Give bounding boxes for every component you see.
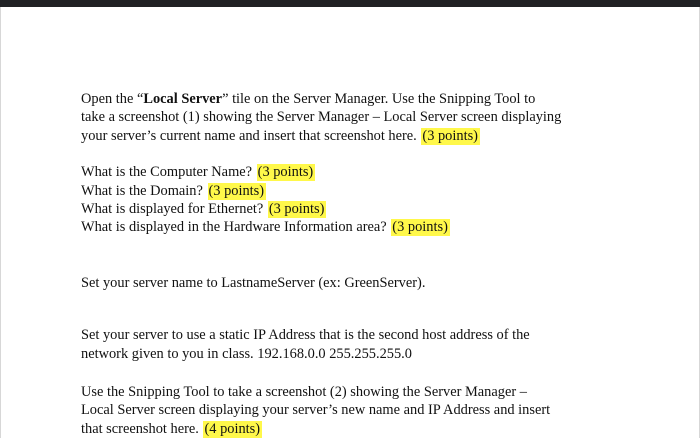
static-ip-line-2: network given to you in class. 192.168.0.0 255.255.255.0 bbox=[81, 345, 412, 362]
local-server-tile-name: Local Server bbox=[143, 91, 223, 107]
question-points-highlight: (3 points) bbox=[208, 182, 265, 199]
static-ip-line-1: Set your server to use a static IP Address that is the second host address of the bbox=[81, 327, 530, 344]
intro-line-3 bbox=[81, 127, 641, 145]
question-domain bbox=[81, 182, 641, 200]
screenshot-2-line-1: Use the Snipping Tool to take a screenshot (2) showing the Server Manager – bbox=[81, 384, 527, 401]
question-hardware-information bbox=[81, 218, 641, 236]
question-text: What is displayed in the Hardware Information area? bbox=[81, 219, 387, 236]
screenshot-2-line-2: Local Server screen displaying your server’s new name and IP Address and insert bbox=[81, 402, 551, 419]
question-points-highlight: (3 points) bbox=[257, 164, 314, 181]
intro-line-1-end: ” tile on the Server Manager. Use the Snipping Tool to bbox=[222, 91, 536, 107]
intro-line-2: take a screenshot (1) showing the Server Manager – Local Server screen displaying bbox=[81, 109, 562, 126]
question-text: What is the Domain? bbox=[81, 182, 203, 199]
intro-points-highlight: (3 points) bbox=[422, 127, 478, 144]
question-points-highlight: (3 points) bbox=[392, 219, 448, 236]
document-page bbox=[81, 90, 641, 438]
static-ip-instruction bbox=[81, 326, 641, 363]
intro-line-1-start: Open the “ bbox=[81, 91, 144, 107]
screenshot-2-instruction bbox=[81, 383, 641, 438]
server-name-instruction bbox=[81, 274, 641, 292]
intro-paragraph bbox=[81, 90, 641, 145]
question-points-highlight: (3 points) bbox=[268, 201, 325, 218]
question-computer-name bbox=[81, 163, 641, 181]
question-text: What is the Computer Name? bbox=[81, 164, 253, 181]
intro-line-3-text: your server’s current name and insert that screenshot here. bbox=[81, 127, 417, 144]
question-list bbox=[81, 163, 641, 237]
screenshot-2-line-3-text: that screenshot here. bbox=[81, 420, 199, 437]
top-dark-bar bbox=[0, 0, 700, 7]
screenshot-2-points-highlight: (4 points) bbox=[204, 420, 261, 437]
question-ethernet bbox=[81, 200, 641, 218]
intro-line-1 bbox=[81, 90, 641, 108]
screenshot-2-line-3 bbox=[81, 420, 641, 438]
question-text: What is displayed for Ethernet? bbox=[81, 201, 264, 218]
left-page-edge bbox=[0, 7, 1, 438]
server-name-line: Set your server name to LastnameServer (ex: GreenServer). bbox=[81, 274, 426, 291]
